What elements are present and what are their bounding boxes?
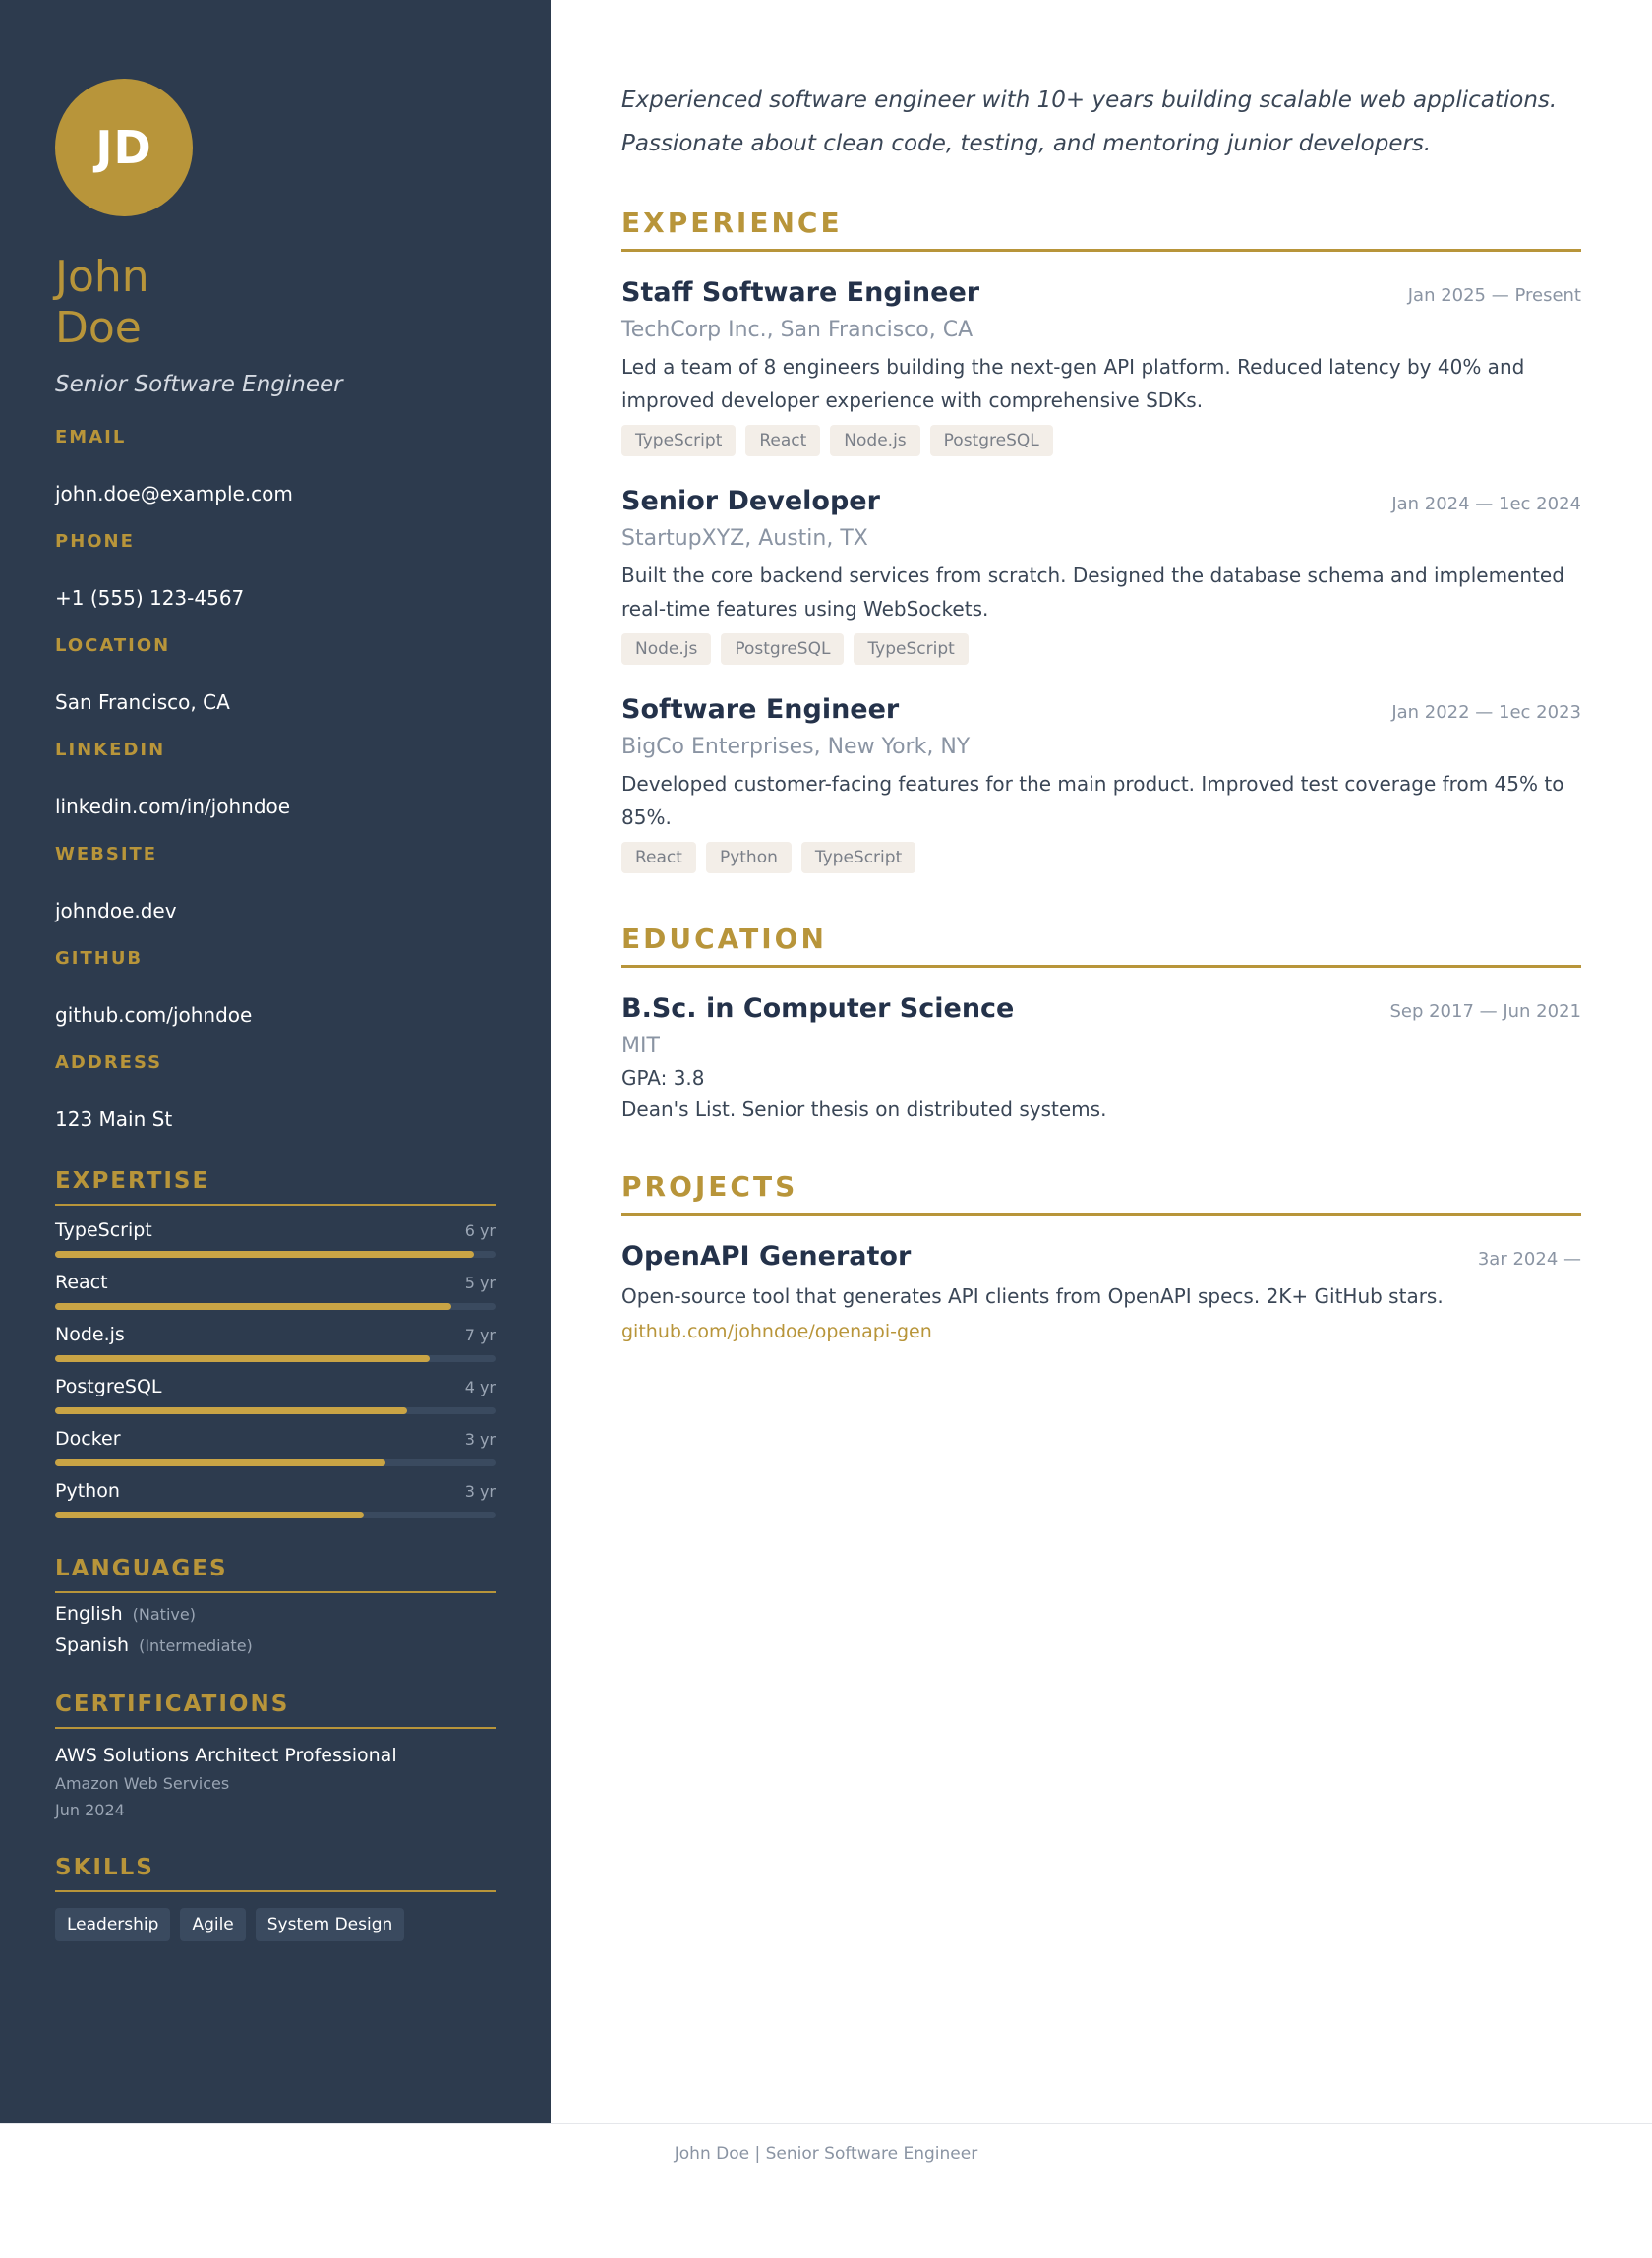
education-heading: EDUCATION <box>621 922 1581 968</box>
tech-tag: PostgreSQL <box>721 633 844 665</box>
last-name: Doe <box>55 303 142 353</box>
contact-label: LINKEDIN <box>55 740 166 760</box>
expertise-bar-fill <box>55 1303 451 1310</box>
address-value: 123 Main St <box>55 1107 173 1131</box>
summary-line: Experienced software engineer with 10+ years building scalable web applications. <box>621 88 1558 113</box>
summary-line: Passionate about clean code, testing, and mentoring junior developers. <box>621 131 1432 156</box>
contact-linkedin <box>55 740 496 822</box>
email-value[interactable]: john.doe@example.com <box>55 482 293 505</box>
expertise-bar <box>55 1407 496 1414</box>
project-name: OpenAPI Generator <box>621 1241 912 1272</box>
phone-value: +1 (555) 123-4567 <box>55 586 245 610</box>
skills-section <box>55 1855 496 1941</box>
github-link[interactable]: github.com/johndoe <box>55 1003 253 1027</box>
expertise-name: React <box>55 1272 108 1293</box>
project-entry <box>621 1241 1581 1342</box>
sidebar <box>0 0 551 2123</box>
tag-list <box>621 842 1581 873</box>
expertise-years: 7 yr <box>464 1326 496 1344</box>
expertise-item <box>55 1272 496 1310</box>
tech-tag: React <box>621 842 696 873</box>
company-name: TechCorp Inc., San Francisco, CA <box>621 318 974 342</box>
language-item <box>55 1603 496 1625</box>
project-link[interactable]: github.com/johndoe/openapi-gen <box>621 1321 932 1342</box>
tech-tag: PostgreSQL <box>930 425 1053 456</box>
full-name <box>55 252 496 354</box>
company-name: StartupXYZ, Austin, TX <box>621 526 868 551</box>
skill-chips <box>55 1908 496 1941</box>
education-section <box>621 922 1581 1121</box>
experience-entry <box>621 277 1581 456</box>
job-description: Led a team of 8 engineers building the next-gen API platform. Reduced latency by 40% and improved developer experience with comprehensive SDKs. <box>621 355 1525 412</box>
expertise-name: Node.js <box>55 1324 125 1345</box>
projects-heading: PROJECTS <box>621 1170 1581 1216</box>
degree-title: B.Sc. in Computer Science <box>621 993 1015 1024</box>
skills-heading: SKILLS <box>55 1855 496 1892</box>
job-description: Built the core backend services from scratch. Designed the database schema and implemented real-time features using WebSockets. <box>621 564 1564 621</box>
job-title: Senior Software Engineer <box>55 372 343 397</box>
expertise-bar <box>55 1459 496 1466</box>
contact-list <box>55 427 496 1135</box>
job-dates: Jan 2022 — 1ec 2023 <box>1391 702 1581 723</box>
tech-tag: TypeScript <box>621 425 736 456</box>
expertise-years: 4 yr <box>464 1378 496 1396</box>
linkedin-link[interactable]: linkedin.com/in/johndoe <box>55 795 291 818</box>
tech-tag: TypeScript <box>854 633 968 665</box>
skill-chip: System Design <box>256 1908 405 1941</box>
expertise-bar <box>55 1512 496 1518</box>
tech-tag: Node.js <box>621 633 711 665</box>
contact-phone <box>55 531 496 614</box>
experience-list <box>621 277 1581 873</box>
certification-date: Jun 2024 <box>55 1801 125 1819</box>
experience-section <box>621 207 1581 873</box>
certifications-heading: CERTIFICATIONS <box>55 1692 496 1729</box>
expertise-bar-fill <box>55 1251 474 1258</box>
location-value: San Francisco, CA <box>55 690 230 714</box>
expertise-bar-fill <box>55 1459 385 1466</box>
language-name: Spanish <box>55 1634 130 1656</box>
skill-chip: Leadership <box>55 1908 170 1941</box>
footer <box>0 2123 1652 2164</box>
education-note: Dean's List. Senior thesis on distributed systems. <box>621 1098 1107 1121</box>
experience-entry <box>621 694 1581 873</box>
expertise-item <box>55 1480 496 1518</box>
footer-text: John Doe | Senior Software Engineer <box>674 2144 978 2164</box>
tech-tag: React <box>745 425 820 456</box>
certification-issuer: Amazon Web Services <box>55 1774 230 1793</box>
expertise-item <box>55 1324 496 1362</box>
contact-website <box>55 844 496 926</box>
language-item <box>55 1634 496 1656</box>
language-level: (Intermediate) <box>139 1636 253 1655</box>
expertise-name: PostgreSQL <box>55 1376 162 1397</box>
certifications-section <box>55 1692 496 1819</box>
contact-label: EMAIL <box>55 427 127 447</box>
job-title: Senior Developer <box>621 486 880 516</box>
expertise-bar <box>55 1303 496 1310</box>
avatar: JD <box>55 79 193 216</box>
languages-heading: LANGUAGES <box>55 1556 496 1593</box>
contact-label: LOCATION <box>55 635 171 656</box>
education-entry <box>621 993 1581 1121</box>
expertise-item <box>55 1428 496 1466</box>
tech-tag: Python <box>706 842 792 873</box>
job-description: Developed customer-facing features for the main product. Improved test coverage from 45% to 85%. <box>621 772 1564 829</box>
contact-label: PHONE <box>55 531 135 552</box>
tag-list <box>621 425 1581 456</box>
project-dates: 3ar 2024 — <box>1477 1249 1581 1270</box>
expertise-bar <box>55 1355 496 1362</box>
expertise-bar <box>55 1251 496 1258</box>
job-dates: Jan 2025 — Present <box>1407 285 1581 306</box>
expertise-bar-fill <box>55 1407 407 1414</box>
certification-name: AWS Solutions Architect Professional <box>55 1745 397 1766</box>
main-content <box>551 0 1652 2123</box>
summary <box>621 79 1581 165</box>
education-dates: Sep 2017 — Jun 2021 <box>1389 1001 1581 1022</box>
contact-location <box>55 635 496 718</box>
contact-address <box>55 1052 496 1135</box>
job-title: Software Engineer <box>621 694 900 725</box>
expertise-name: Python <box>55 1480 120 1502</box>
expertise-bar-fill <box>55 1355 430 1362</box>
job-title: Staff Software Engineer <box>621 277 980 308</box>
contact-label: ADDRESS <box>55 1052 163 1073</box>
expertise-heading: EXPERTISE <box>55 1168 496 1206</box>
expertise-item <box>55 1376 496 1414</box>
contact-github <box>55 948 496 1031</box>
expertise-years: 6 yr <box>464 1221 496 1240</box>
tech-tag: Node.js <box>830 425 919 456</box>
language-level: (Native) <box>132 1605 196 1624</box>
expertise-section <box>55 1168 496 1518</box>
tag-list <box>621 633 1581 665</box>
contact-email <box>55 427 496 509</box>
company-name: BigCo Enterprises, New York, NY <box>621 735 971 759</box>
job-dates: Jan 2024 — 1ec 2024 <box>1391 494 1581 514</box>
school-name: MIT <box>621 1034 660 1058</box>
website-link[interactable]: johndoe.dev <box>55 899 177 922</box>
project-description: Open-source tool that generates API clients from OpenAPI specs. 2K+ GitHub stars. <box>621 1284 1444 1308</box>
gpa: GPA: 3.8 <box>621 1066 705 1090</box>
expertise-years: 5 yr <box>464 1274 496 1292</box>
experience-heading: EXPERIENCE <box>621 207 1581 252</box>
languages-section <box>55 1556 496 1656</box>
projects-section <box>621 1170 1581 1342</box>
expertise-item <box>55 1219 496 1258</box>
experience-entry <box>621 486 1581 665</box>
contact-label: GITHUB <box>55 948 144 969</box>
expertise-name: Docker <box>55 1428 121 1450</box>
expertise-bar-fill <box>55 1512 364 1518</box>
first-name: John <box>55 252 149 302</box>
language-name: English <box>55 1603 123 1625</box>
expertise-name: TypeScript <box>55 1219 152 1241</box>
skill-chip: Agile <box>180 1908 245 1941</box>
expertise-years: 3 yr <box>464 1430 496 1449</box>
contact-label: WEBSITE <box>55 844 158 864</box>
expertise-list <box>55 1219 496 1518</box>
tech-tag: TypeScript <box>801 842 915 873</box>
expertise-years: 3 yr <box>464 1482 496 1501</box>
